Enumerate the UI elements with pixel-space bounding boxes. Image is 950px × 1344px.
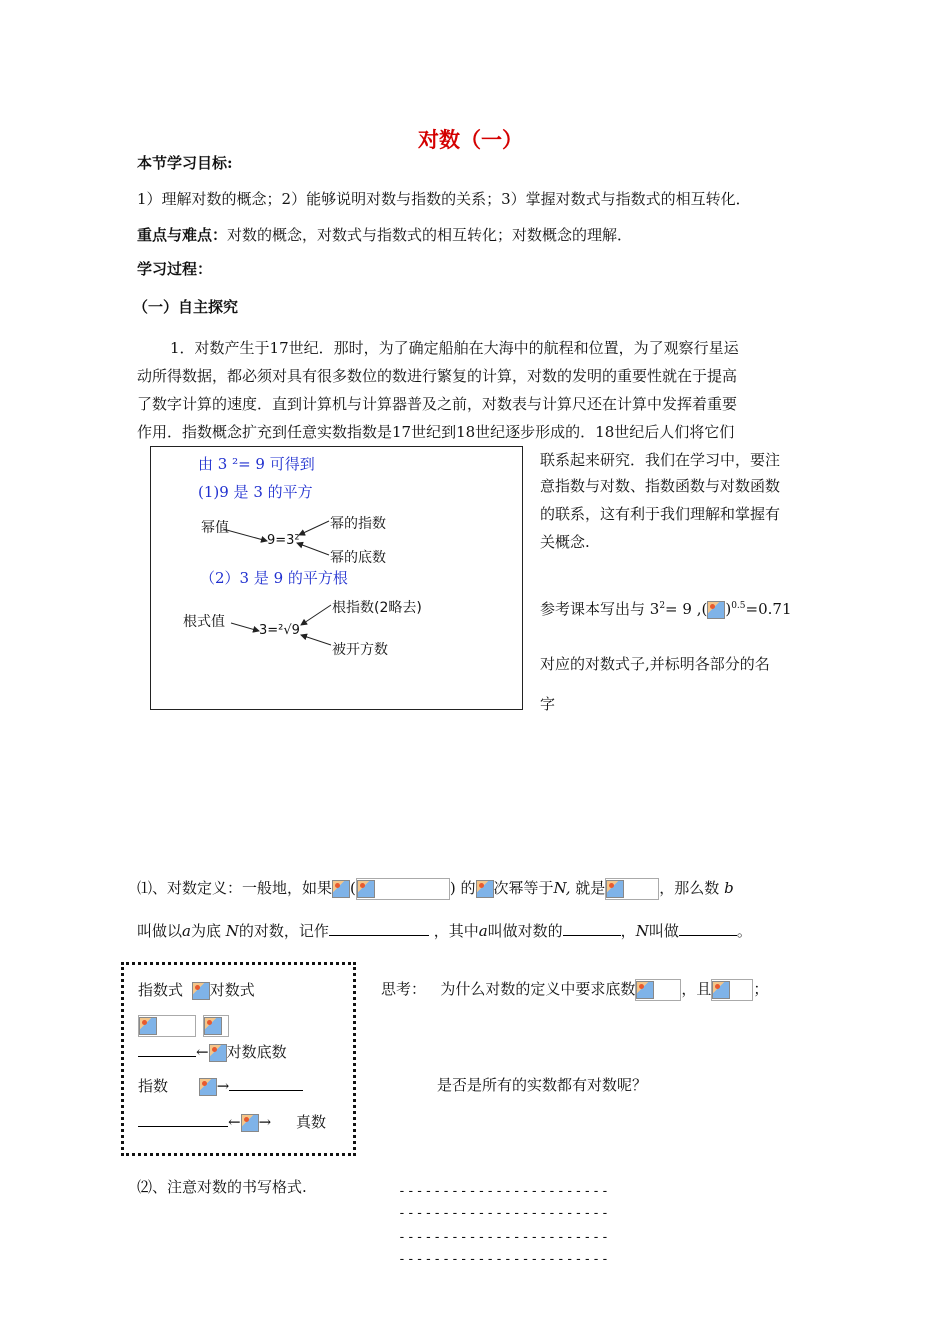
formula-box (138, 1015, 196, 1037)
reference-line-1: 参考课本写出与 $3^2= 9$ ,( )$^{0.5}$=0.71 (540, 600, 792, 618)
formula-box (203, 1015, 229, 1037)
page-title: 对数（一） (418, 127, 523, 152)
right-arrow-icon: → (258, 1113, 272, 1131)
dash-line: ------------------------ (398, 1230, 610, 1245)
format-note: ⑵、注意对数的书写格式. (137, 1178, 307, 1196)
dash-line: ------------------------ (398, 1184, 610, 1199)
power-value-label: 幂值 (201, 520, 229, 536)
formula-box (605, 878, 659, 900)
diagram-line-2: (1)9 是 3 的平方 (198, 483, 313, 501)
blank-true-number[interactable] (138, 1112, 228, 1127)
left-right-arrow-icon: → (216, 1077, 230, 1095)
formula-image-icon (332, 880, 350, 898)
root-equation: 3=²√9 (259, 623, 300, 638)
intro-line-2: 动所得数据，都必须对具有很多数位的数进行繁复的计算，对数的发明的重要性就在于提高 (137, 367, 738, 385)
reference-line-2: 对应的对数式子,并标明各部分的名 (540, 655, 770, 673)
exponent-label: 幂的指数 (330, 516, 386, 532)
dash-line: ------------------------ (398, 1206, 610, 1221)
fraction-image-icon (707, 601, 725, 619)
arrow-image-icon (241, 1114, 259, 1132)
index-form-label: 指数式 (138, 981, 184, 999)
arrow-image-icon (199, 1078, 217, 1096)
blank-base[interactable] (138, 1042, 196, 1057)
key-points (137, 224, 632, 245)
root-index-label: 根指数(2略去) (332, 600, 422, 616)
definition-line-2: 叫做以a为底 N的对数，记作 ，其中a叫做对数的 ，N叫做 。 (137, 922, 752, 940)
formula-image-icon (357, 880, 375, 898)
side-line-3: 的联系，这有利于我们理解和掌握有 (540, 505, 781, 523)
think-question-1: 思考： 为什么对数的定义中要求底数 ，且 ； (381, 978, 768, 1001)
definition-line-1: ⑴、对数定义：一般地，如果 ( ) 的 次幂等于N, 就是 ，那么数 b (137, 877, 734, 900)
radicand-label: 被开方数 (332, 642, 388, 658)
arrow-image-icon (209, 1044, 227, 1062)
formula-image-icon (204, 1017, 222, 1035)
formula-box (711, 979, 753, 1001)
log-form-label: 对数式 (209, 981, 255, 999)
blank-notation[interactable] (329, 921, 429, 936)
key-text: 对数的概念，对数式与指数式的相互转化；对数概念的理解． (227, 226, 633, 244)
root-value-label: 根式值 (183, 614, 225, 630)
left-right-arrow-icon: ← (228, 1113, 241, 1131)
formula-box (635, 979, 681, 1001)
think-label: 思考： (381, 980, 427, 998)
exponent-label-box: 指数 (138, 1077, 169, 1095)
formula-image-icon (712, 981, 730, 999)
formula-image-icon (476, 880, 494, 898)
blank-exponent[interactable] (229, 1076, 303, 1091)
goals-heading: 本节学习目标: (137, 154, 233, 172)
think-question-2: 是否是所有的实数都有对数呢？ (437, 1076, 648, 1094)
intro-line-1: 1．对数产生于17世纪．那时，为了确定船舶在大海中的航程和位置，为了观察行星运 (170, 339, 739, 357)
base-label: 幂的底数 (330, 550, 386, 566)
true-number-label: 真数 (295, 1113, 326, 1131)
intro-line-4: 作用．指数概念扩充到任意实数指数是17世纪到18世纪逐步形成的．18世纪后人们将它们 (137, 423, 735, 441)
intro-line-3: 了数字计算的速度．直到计算机与计算器普及之前，对数表与计算尺还在计算中发挥着重要 (137, 395, 738, 413)
equivalence-image-icon (192, 982, 210, 1000)
diagram-line-1: 由 3 ²= 9 可得到 (198, 455, 315, 473)
dotted-box (121, 962, 356, 1156)
log-base-label: 对数底数 (226, 1043, 287, 1061)
diagram-arrows (151, 447, 522, 709)
formula-image-icon (606, 880, 624, 898)
formula-image-icon (636, 981, 654, 999)
diagram-line-3: （2）3 是 9 的平方根 (200, 569, 348, 587)
blank-n-name[interactable] (679, 921, 737, 936)
formula-box (356, 878, 450, 900)
reference-line-3: 字 (540, 695, 556, 713)
left-right-arrow-icon: ← (196, 1043, 209, 1061)
power-equation: 9=3² (267, 533, 300, 548)
goals-text: 1）理解对数的概念；2）能够说明对数与指数的关系；3）掌握对数式与指数式的相互转化． (137, 190, 751, 208)
section-heading: （一）自主探究 (133, 298, 239, 316)
blank-base-name[interactable] (563, 921, 621, 936)
side-line-1: 联系起来研究．我们在学习中，要注 (540, 451, 781, 469)
side-line-2: 意指数与对数、指数函数与对数函数 (540, 477, 781, 495)
process-heading: 学习过程： (137, 260, 213, 278)
dash-line: ------------------------ (398, 1252, 610, 1267)
diagram-box (150, 446, 523, 710)
key-label: 重点与难点： (137, 226, 228, 244)
side-line-4: 关概念. (540, 533, 590, 551)
formula-image-icon (139, 1017, 157, 1035)
